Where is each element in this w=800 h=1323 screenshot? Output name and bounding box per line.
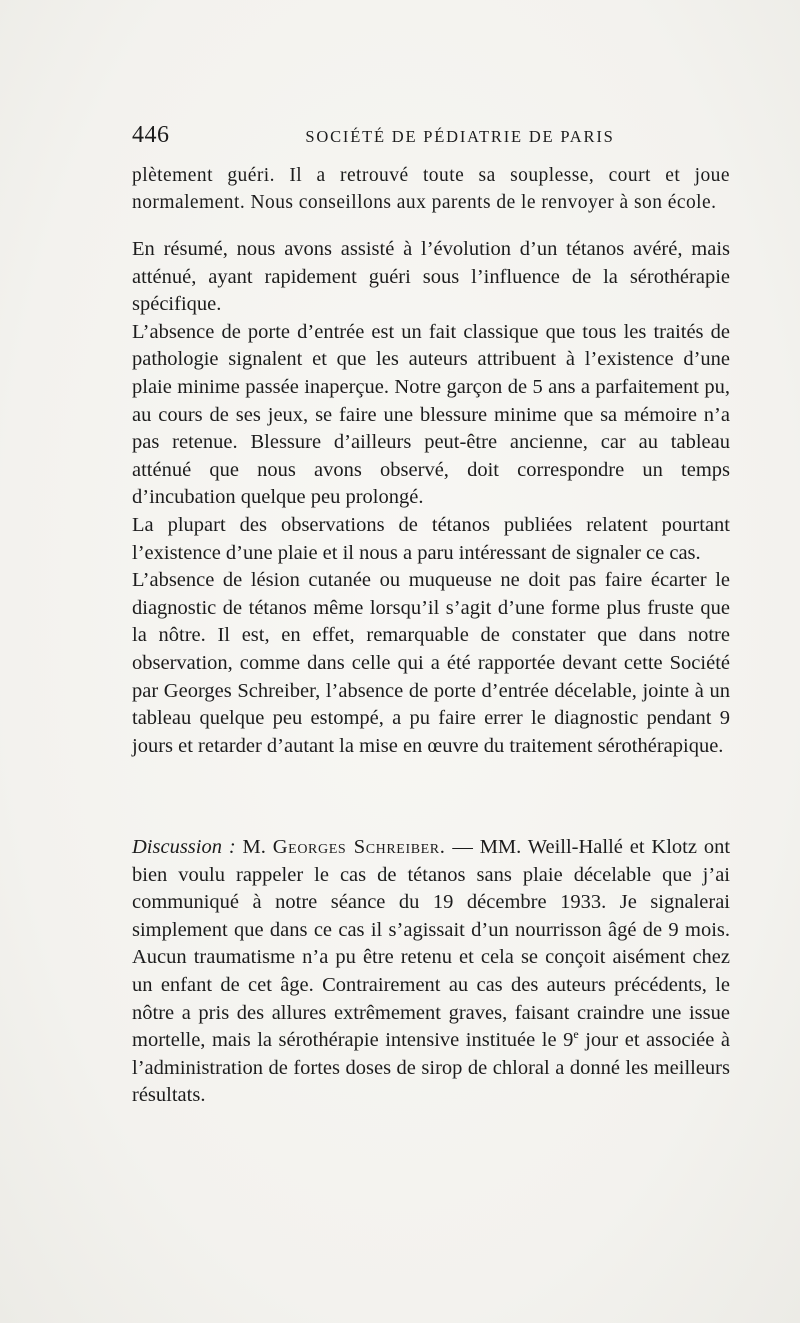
paragraph-diagnosis: L’absence de lésion cutanée ou muqueuse ne doit pas faire écarter le diagnostic de tétanos même lorsqu’il s’agit d’une forme plus fruste que la nôtre. Il est, en effet, remarquable de constater que dans notre observation, comme dans celle qui a été rapportée devant cette Société par Georges Schreiber, l’absence de porte d’entrée décelable, jointe à un tableau quelque peu estompé, a pu faire errer le diagnostic pendant 9 jours et retarder d’autant la mise en œuvre du traitement sérothérapique. xyxy=(132,569,730,757)
paragraph-summary: En résumé, nous avons assisté à l’évolution d’un tétanos avéré, mais atténué, ayant rapidement guéri sous l’influence de la sérothérapie spécifique. xyxy=(132,238,730,316)
paragraph-observations: La plupart des observations de tétanos publiées relatent pourtant l’existence d’une plaie et il nous a paru intéressant de signaler ce cas. xyxy=(132,513,730,564)
discussion-label: Discussion : xyxy=(132,836,236,858)
article-body xyxy=(132,236,730,760)
speaker-name: Georges Schreiber. xyxy=(272,836,446,858)
journal-title: SOCIÉTÉ DE PÉDIATRIE DE PARIS xyxy=(305,127,615,146)
page-number: 446 xyxy=(132,122,170,148)
paragraph-entry-point: L’absence de porte d’entrée est un fait classique que tous les traités de pathologie signalent et que les auteurs attribuent à l’existence d’une plaie minime passée inaperçue. Notre garçon de 5 ans a parfaitement pu, au cours de ses jeux, se faire une blessure minime que sa mémoire n’a pas retenue. Blessure d’ailleurs peut-être ancienne, car au tableau atténué que nous avons observé, doit correspondre un temps d’incubation quelque peu prolongé. xyxy=(132,320,730,509)
discussion-text-part1: — MM. Weill-Hallé et Klotz ont bien voulu rappeler le cas de tétanos sans plaie décelable que j’ai communiqué à notre séance du 19 décembre 1933. Je signalerai simplement que dans ce cas il s’agissait d’un nourrisson âgé de 9 mois. Aucun traumatisme n’a pu être retenu et cela se conçoit aisément chez un enfant de cet âge. Contrairement au cas des auteurs précédents, le nôtre a pris des allures extrêmement graves, faisant craindre une issue mortelle, mais la sérothérapie intensive instituée le 9 xyxy=(132,836,731,1052)
running-header xyxy=(132,122,730,156)
discussion-section xyxy=(132,834,730,1110)
speaker-prefix: M. xyxy=(242,836,266,858)
discussion-text-part2: jour et associée à l’administration de fortes doses de sirop de chloral a donné les meilleurs résultats. xyxy=(132,1029,730,1107)
ordinal-superscript: e xyxy=(573,1027,579,1042)
discussion-paragraph xyxy=(132,834,730,1110)
continued-paragraph: plètement guéri. Il a retrouvé toute sa souplesse, court et joue normalement. Nous conseillons aux parents de le renvoyer à son école. xyxy=(132,165,730,213)
